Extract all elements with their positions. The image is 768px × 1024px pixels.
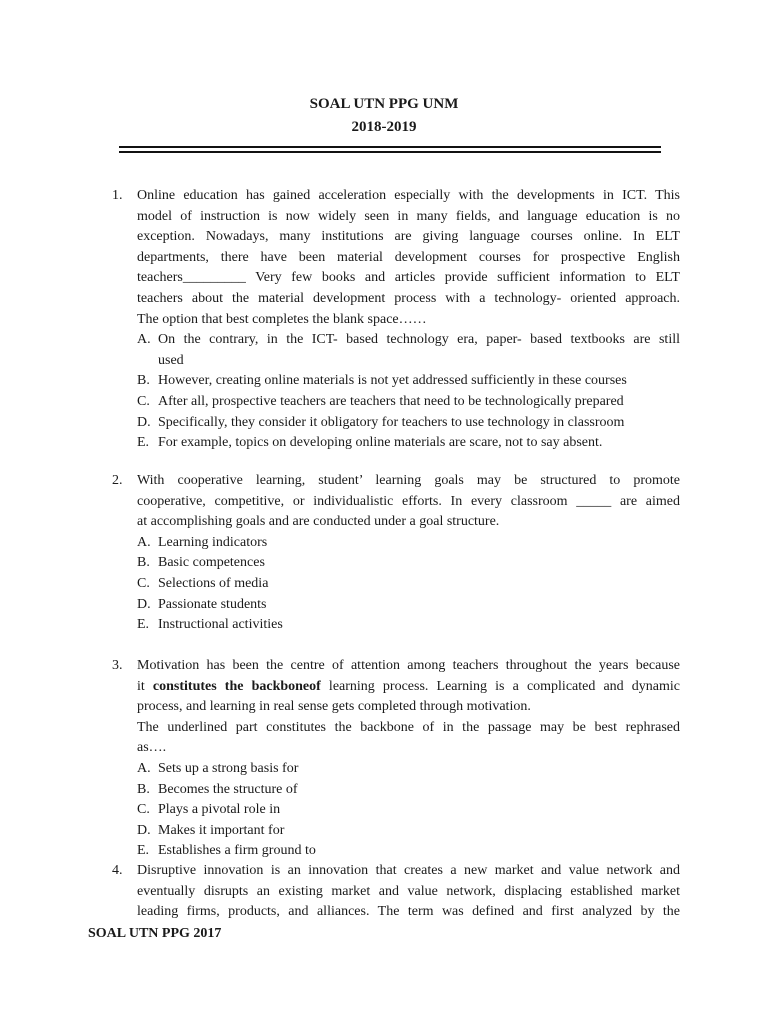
question-stem bbox=[137, 861, 680, 923]
option-text: Makes it important for bbox=[158, 822, 285, 838]
question-2 bbox=[112, 471, 680, 636]
question-text-line: leading firms, products, and alliances. The term was defined and first analyzed by the bbox=[137, 904, 680, 920]
question-text-line: teachers_________ Very few books and articles provide sufficient information to ELT bbox=[137, 270, 680, 286]
question-stem bbox=[137, 186, 680, 330]
title-divider-bottom bbox=[119, 151, 661, 153]
question-text-line: at accomplishing goals and are conducted under a goal structure. bbox=[137, 514, 500, 530]
answer-option bbox=[137, 780, 680, 801]
option-text: Passionate students bbox=[158, 596, 267, 612]
option-text: Establishes a firm ground to bbox=[158, 843, 316, 859]
option-letter: A. bbox=[137, 534, 151, 550]
document-title: SOAL UTN PPG UNM bbox=[309, 96, 459, 112]
question-text-line: eventually disrupts an existing market and value network, displacing established market bbox=[137, 883, 680, 899]
option-letter: C. bbox=[137, 575, 150, 591]
option-letter: B. bbox=[137, 555, 150, 571]
option-letter: E. bbox=[137, 843, 150, 859]
option-letter: B. bbox=[137, 781, 150, 797]
document-year: 2018-2019 bbox=[351, 119, 417, 135]
answer-option bbox=[137, 574, 680, 595]
option-letter: C. bbox=[137, 802, 150, 818]
option-letter: E. bbox=[137, 435, 150, 451]
title-divider-top bbox=[119, 146, 661, 148]
answer-option bbox=[137, 371, 680, 392]
emphasized-phrase: constitutes the backboneof bbox=[152, 678, 321, 694]
question-text-line: as…. bbox=[137, 740, 167, 756]
option-letter: E. bbox=[137, 617, 150, 633]
option-text: Learning indicators bbox=[158, 534, 268, 550]
option-text: After all, prospective teachers are teachers that need to be technologically prepared bbox=[158, 393, 624, 409]
option-letter: A. bbox=[137, 332, 151, 348]
question-text-line: The option that best completes the blank space…… bbox=[137, 311, 427, 327]
option-letter: A. bbox=[137, 760, 151, 776]
option-letter: D. bbox=[137, 822, 151, 838]
question-text-segment: it bbox=[137, 678, 153, 694]
option-text: However, creating online materials is not yet addressed sufficiently in these courses bbox=[158, 373, 627, 389]
answer-options bbox=[137, 759, 680, 862]
option-text: For example, topics on developing online materials are scare, not to say absent. bbox=[158, 435, 603, 451]
option-text: Sets up a strong basis for bbox=[158, 760, 299, 776]
question-text-line: With cooperative learning, student’ learning goals may be structured to promote bbox=[137, 473, 680, 488]
option-letter: B. bbox=[137, 373, 150, 389]
answer-option bbox=[137, 821, 680, 842]
option-letter: D. bbox=[137, 414, 151, 430]
question-stem bbox=[137, 656, 680, 759]
answer-option bbox=[137, 553, 680, 574]
option-text: Basic competences bbox=[158, 555, 265, 571]
answer-option bbox=[137, 392, 680, 413]
question-text-line: teachers about the material development process with a technology- oriented approach. bbox=[137, 290, 680, 306]
question-3 bbox=[112, 656, 680, 862]
answer-option bbox=[137, 433, 680, 454]
question-text-line: Motivation has been the centre of attention among teachers throughout the years because bbox=[137, 658, 680, 673]
option-text: Specifically, they consider it obligatory for teachers to use technology in classroom bbox=[158, 414, 625, 430]
question-text-line: departments, there have been material development courses for prospective English bbox=[137, 249, 680, 265]
question-text-line: cooperative, competitive, or individualistic efforts. In every classroom _____ are aimed bbox=[137, 493, 680, 509]
question-number: 2. bbox=[112, 473, 123, 488]
answer-option bbox=[137, 330, 680, 371]
option-letter: D. bbox=[137, 596, 151, 612]
question-text-line: model of instruction is now widely seen in many fields, and language education is no bbox=[137, 208, 680, 224]
answer-option bbox=[137, 759, 680, 780]
option-text: Plays a pivotal role in bbox=[158, 802, 281, 818]
question-4 bbox=[112, 861, 680, 923]
option-text: used bbox=[158, 352, 184, 368]
answer-option bbox=[137, 841, 680, 862]
question-text-line: exception. Nowadays, many institutions are giving language courses online. In ELT bbox=[137, 229, 680, 245]
answer-options bbox=[137, 533, 680, 636]
question-text-line: Online education has gained acceleration especially with the developments in ICT. This bbox=[137, 188, 680, 203]
answer-option bbox=[137, 800, 680, 821]
question-text-line bbox=[137, 677, 680, 698]
question-number: 1. bbox=[112, 188, 123, 203]
option-letter: C. bbox=[137, 393, 150, 409]
option-text: Selections of media bbox=[158, 575, 269, 591]
question-1 bbox=[112, 186, 680, 454]
question-stem bbox=[137, 471, 680, 533]
page-footer: SOAL UTN PPG 2017 bbox=[88, 926, 222, 941]
question-text-line: The underlined part constitutes the backbone of in the passage may be best rephrased bbox=[137, 719, 680, 735]
option-text: Instructional activities bbox=[158, 617, 283, 633]
answer-option bbox=[137, 413, 680, 434]
answer-option bbox=[137, 615, 680, 636]
option-text: On the contrary, in the ICT- based technology era, paper- based textbooks are still bbox=[158, 332, 680, 348]
question-text-line: Disruptive innovation is an innovation that creates a new market and value network and bbox=[137, 863, 680, 878]
question-number: 4. bbox=[112, 863, 123, 878]
answer-options bbox=[137, 330, 680, 454]
question-number: 3. bbox=[112, 658, 123, 673]
question-text-line: process, and learning in real sense gets completed through motivation. bbox=[137, 699, 531, 715]
answer-option bbox=[137, 595, 680, 616]
answer-option bbox=[137, 533, 680, 554]
question-text-segment: learning process. Learning is a complicated and dynamic bbox=[320, 678, 681, 694]
option-text: Becomes the structure of bbox=[158, 781, 298, 797]
